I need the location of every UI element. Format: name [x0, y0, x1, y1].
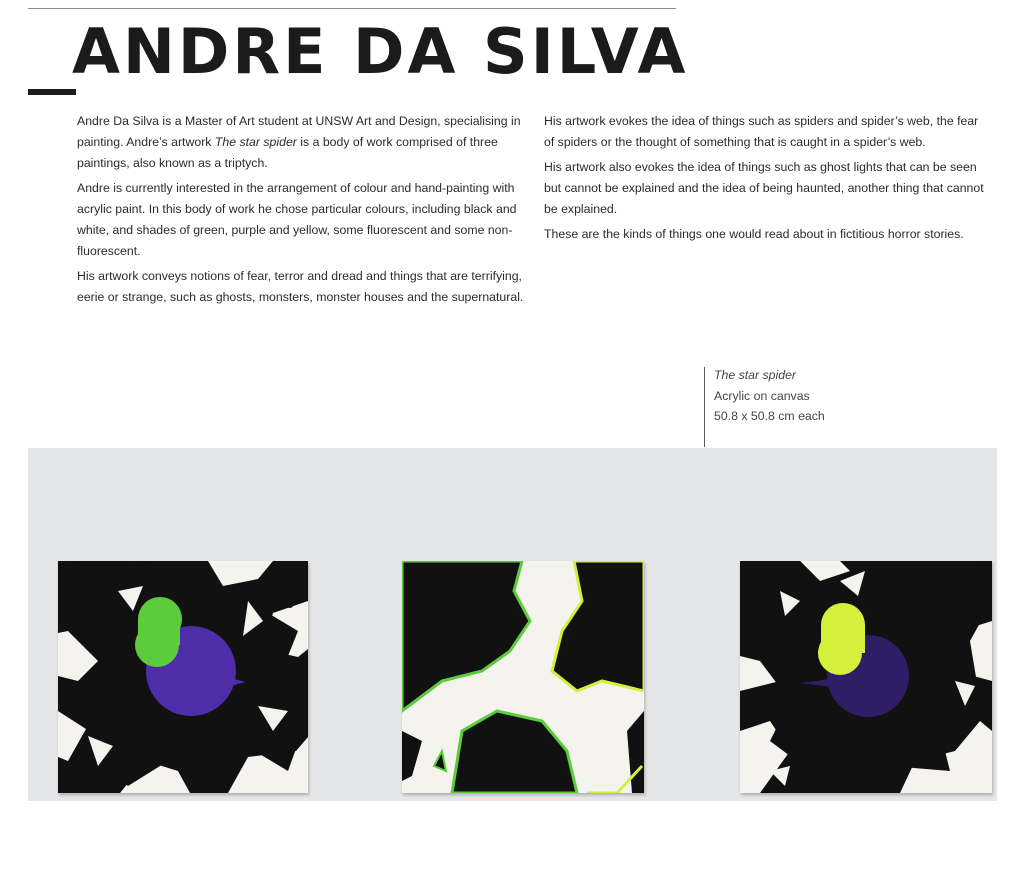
right-column — [544, 111, 984, 249]
painting-left — [58, 561, 308, 793]
paragraph-ghost-lights: His artwork also evokes the idea of things such as ghost lights that can be seen but cannot be explained and the idea of being haunted, another thing that cannot be explained. — [544, 160, 984, 216]
caption-title: The star spider — [714, 368, 797, 382]
artwork-caption — [714, 365, 825, 427]
paragraph-horror: These are the kinds of things one would read about in fictitious horror stories. — [544, 227, 964, 241]
caption-dimensions: 50.8 x 50.8 cm each — [714, 409, 825, 423]
page-title: ANDRE DA SILVA — [72, 15, 689, 88]
paragraph-intro — [77, 111, 527, 174]
paragraph-colour: Andre is currently interested in the arrangement of colour and hand-painting with acrylic paint. In this body of work he chose particular colours, including black and white, and shades of green, purple and yellow, some fluorescent and some non-fluorescent. — [77, 181, 517, 258]
top-rule — [28, 8, 676, 9]
paragraph-spiders: His artwork evokes the idea of things such as spiders and spider’s web, the fear of spiders or the thought of something that is caught in a spider’s web. — [544, 114, 979, 149]
intro-text-end: is a body of work comprised of three paintings, also known as a triptych. — [77, 135, 498, 170]
artwork-title-inline: The star spider — [214, 135, 297, 149]
intro-text-start: Andre Da Silva is a Master of Art student at UNSW Art and Design, specialising in painting. Andre’s artwork — [77, 114, 521, 149]
painting-middle — [402, 561, 644, 793]
caption-rule — [704, 367, 705, 447]
title-underscore — [28, 89, 76, 95]
painting-right — [740, 561, 992, 793]
paragraph-fear: His artwork conveys notions of fear, terror and dread and things that are terrifying, eerie or strange, such as ghosts, monsters, monster houses and the supernatural. — [77, 269, 524, 304]
left-column — [77, 111, 527, 312]
caption-medium: Acrylic on canvas — [714, 388, 810, 403]
